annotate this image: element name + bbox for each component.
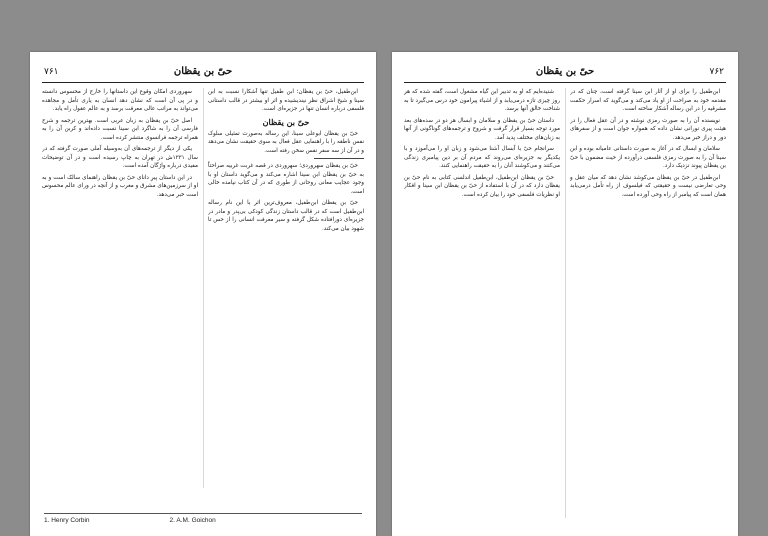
header-rule [404,82,726,83]
running-title: حیّ بن یقظان [173,66,233,77]
paragraph: حیّ بن یقظان ابن‌طفیل، معروف‌ترین اثر با این نام رساله ابن‌طفیل است که در قالب داستان زندگی کودکی بی‌پدر و مادر در جزیره‌ای دورافتاده شکل گرفته و سیر معرفت انسانی را از حس تا شهود بیان می‌کند. [208,200,364,232]
paragraph: ابن‌طفیل در حیّ بن یقظان می‌کوشد نشان دهد که میان عقل و وحی تعارضی نیست و حقیقتی که فیلسوف از راه تأمل درمی‌یابد همان است که پیامبر از راه وحی آورده است. [570,174,726,198]
divider [314,158,364,159]
paragraph: یکی از دیگر از ترجمه‌های آن به‌وسیله آملی صورت گرفته که در سال ۱۳۳۱ش در تهران به چاپ رسیده است و در آن توضیحات مفیدی درباره واژگان آمده است. [42,146,198,169]
text-column-left [42,88,198,202]
paragraph: نویسنده آن را به صورت رمزی نوشته و در آن عقل فعال را در هیئت پیری نورانی نشان داده که همواره جوان است و از سفرهای دور و دراز خبر می‌دهد. [570,117,726,141]
footnote: 1. Henry Corbin [44,517,90,524]
header-rule [42,82,364,83]
paragraph: حیّ بن یقظان ابن‌طفیل، ابن‌طفیل اندلسی کتابی به نام حیّ بن یقظان دارد که در آن با استفاده از حیّ بن یقظان ابن سینا و افکار او نظریات فلسفی خود را بیان کرده است. [404,174,560,198]
right-page [392,52,738,536]
paragraph: داستان حیّ بن یقظان و سلامان و ابسال هر دو در سده‌های بعد مورد توجه بسیار قرار گرفت و شروح و ترجمه‌های گوناگونی از آنها به زبان‌های مختلف پدید آمد. [404,117,560,141]
paragraph: ابن‌طفیل را برای او از آثار ابن سینا گرفته است، چنان که در مقدمه خود به صراحت از او یاد می‌کند و می‌گوید که اسرار حکمت مشرقیه را در این رساله آشکار ساخته است. [570,89,726,112]
paragraph: سرانجام حیّ با آبسال آشنا می‌شود و زبان او را می‌آموزد و با یکدیگر به جزیره‌ای می‌روند که مردم آن بر دین پیامبری زندگی می‌کنند و می‌کوشند آنان را به حقیقت راهنمایی کنند. [404,146,560,169]
page-number: ۷۶۱ [44,67,59,77]
running-title: حیّ بن یقظان [535,66,595,77]
text-column-right [208,88,364,236]
text-column-right [570,88,726,202]
left-page [30,52,376,536]
page-number: ۷۶۲ [709,67,724,77]
paragraph: سهروردی امکان وقوع این داستانها را خارج از محسوس دانسته و در پی آن است که نشان دهد انسان به یاری تأمل و مجاهده می‌تواند به مراتب عالی معرفت برسد و به عالم عقول راه یابد. [42,89,198,112]
paragraph: اصل حیّ بن یقظان به زبان عربی است. بهترین ترجمه و شرح فارسی آن را به شاگرد ابن سینا نسبت داده‌اند و کربن آن را به همراه ترجمه فرانسوی منتشر کرده است. [42,117,198,141]
paragraph: حیّ بن یقظان سهروردی؛ سهروردی در قصه غربت غربیه صراحتاً به حیّ بن یقظان ابن سینا اشاره می‌کند و می‌گوید داستان او با وجود عجایب معانی روحانی از طوری که در آن کتاب نیامده خالی است. [208,163,364,195]
section-heading: حیّ بن یقظان [262,116,310,127]
column-divider [203,88,204,488]
paragraph: ابن‌طفیل، حیّ بن یقظان؛ ابن طفیل تنها آشکارا نسبت به ابن سینا و شیخ اشراق نظر نیندیشیده و اثر او بیشتر در قالب داستانی فلسفی درباره انسان تنها در جزیره‌ای است. [208,89,364,112]
footnote: 2. A.M. Goichon [169,517,216,524]
text-column-left [404,88,560,202]
footnotes [44,513,362,524]
paragraph: سلامان و ابسال که در آغاز به صورت داستانی عامیانه بوده و ابن سینا آن را به صورت رمزی فلسفی درآورده از حیث مضمون با حیّ بن یقظان پیوند نزدیک دارد. [570,146,726,169]
paragraph: شنیده‌ایم که او به تدبیر این گیاه مشغول است، گفته شده که هر روز چیزی تازه درمی‌یابد و از اشیاء پیرامون خود درس می‌گیرد تا به شناخت خالق آنها برسد. [404,89,560,112]
paragraph: در این داستان پیرِ دانای حیّ بن یقظان راهنمای سالک است و به او از سرزمین‌های مشرق و مغرب و از آنچه در ورای عالم محسوس است خبر می‌دهد. [42,174,198,198]
column-divider [565,88,566,518]
paragraph: حیّ بن یقظان ابوعلی سینا، این رساله به‌صورت تمثیلی سلوک نفس ناطقه را با راهنمایی عقل فعال به سوی حقیقت نشان می‌دهد و در آن از سه سفر نفس سخن رفته است. [208,130,364,154]
